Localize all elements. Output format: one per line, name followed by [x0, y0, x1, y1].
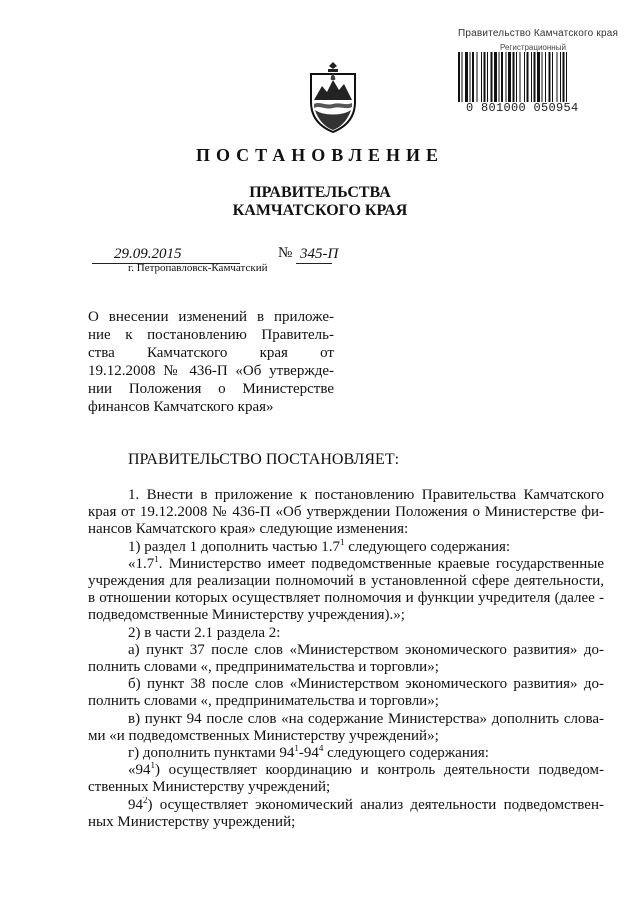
- body-line: в отношении которых осуществляет полномочия и функции учредителя (далее -: [88, 590, 604, 607]
- registry-stamp-dept: Регистрационный: [500, 43, 566, 52]
- barcode-bar: [501, 52, 503, 102]
- body-line: ственных Министерству учреждений;: [88, 779, 331, 796]
- barcode-bar: [531, 52, 532, 102]
- body-line: в) пункт 94 после слов «на содержание Министерства» дополнить слова-: [128, 710, 604, 727]
- body-line: $94^2$) осуществляет экономический анализ деятельности подведомствен-: [128, 796, 604, 813]
- body-line: подведомственные Министерству учреждения).»;: [88, 607, 405, 624]
- document-subject: [88, 308, 334, 416]
- subject-line: О внесении изменений в приложе-: [88, 309, 334, 325]
- barcode-bar: [458, 52, 460, 102]
- barcode: [456, 52, 608, 102]
- document-date: 29.09.2015: [114, 246, 182, 262]
- body-line: 2) в части 2.1 раздела 2:: [128, 624, 281, 641]
- barcode-bar: [494, 52, 497, 102]
- barcode-bar: [566, 52, 567, 102]
- barcode-bar: [542, 52, 543, 102]
- subject-line: ние к постановлению Правитель-: [88, 327, 334, 343]
- barcode-bar: [534, 52, 536, 102]
- barcode-bar: [537, 52, 540, 102]
- body-line: «$1.7^1$. Министерство имеет подведомственные краевые государственные: [128, 555, 604, 572]
- body-line: б) пункт 38 после слов «Министерством экономического развития» до-: [128, 676, 604, 693]
- registry-stamp-org: Правительство Камчатского края: [458, 28, 619, 39]
- barcode-bar: [487, 52, 488, 102]
- body-line: нансов Камчатского края» следующие изменения:: [88, 521, 409, 538]
- document-body: [88, 487, 604, 831]
- body-line: 1) раздел 1 дополнить частью $1.7^1$ следующего содержания:: [128, 538, 511, 555]
- barcode-bar: [513, 52, 515, 102]
- barcode-bar: [560, 52, 561, 102]
- barcode-bar: [470, 52, 471, 102]
- barcode-bar: [520, 52, 521, 102]
- barcode-bar: [527, 52, 529, 102]
- subject-line: нии Положения о Министерстве: [88, 381, 334, 397]
- barcode-bar: [524, 52, 525, 102]
- issuer-line-2: КАМЧАТСКОГО КРАЯ: [232, 202, 408, 219]
- barcode-bar: [499, 52, 500, 102]
- barcode-bar: [508, 52, 511, 102]
- barcode-bar: [552, 52, 553, 102]
- body-line: г) дополнить пунктами $94^1-94^4$ следующего содержания:: [128, 745, 489, 762]
- body-line: «$94^1$) осуществляет координацию и контроль деятельности подведом-: [128, 762, 604, 779]
- document-number: 345-П: [300, 246, 339, 262]
- subject-line: финансов Камчатского края»: [88, 399, 274, 415]
- body-line: а) пункт 37 после слов «Министерством экономического развития» до-: [128, 641, 604, 658]
- body-line: полнить словами «, предпринимательства и торговли»;: [88, 693, 439, 710]
- barcode-bar: [557, 52, 558, 102]
- resolution-heading: ПРАВИТЕЛЬСТВО ПОСТАНОВЛЯЕТ:: [128, 451, 400, 468]
- number-underline: [296, 263, 332, 264]
- coat-of-arms-emblem: [305, 60, 361, 134]
- subject-line: ства Камчатского края от: [88, 345, 334, 361]
- barcode-bar: [549, 52, 551, 102]
- number-sign: №: [278, 245, 293, 261]
- barcode-bar: [462, 52, 463, 102]
- barcode-bar: [472, 52, 474, 102]
- body-line: учреждения для реализации полномочий в установленной сфере деятельности,: [88, 573, 604, 590]
- barcode-bar: [545, 52, 546, 102]
- issuer-line-1: ПРАВИТЕЛЬСТВА: [249, 184, 391, 201]
- issue-city: г. Петропавловск-Камчатский: [128, 262, 268, 274]
- barcode-bar: [491, 52, 493, 102]
- barcode-bar: [563, 52, 565, 102]
- barcode-bar: [516, 52, 517, 102]
- barcode-bar: [477, 52, 478, 102]
- body-line: края от 19.12.2008 № 436-П «Об утверждении Положения о Министерстве фи-: [88, 504, 604, 521]
- barcode-bar: [484, 52, 486, 102]
- body-line: ных Министерству учреждений;: [88, 813, 296, 830]
- barcode-bar: [465, 52, 468, 102]
- subject-line: 19.12.2008 № 436-П «Об утвержде-: [88, 363, 334, 379]
- barcode-bar: [481, 52, 482, 102]
- document-title: ПОСТАНОВЛЕНИЕ: [195, 145, 445, 165]
- barcode-bar: [506, 52, 507, 102]
- barcode-number: 0 801000 050954: [466, 101, 579, 115]
- body-line: 1. Внести в приложение к постановлению Правительства Камчатского: [128, 487, 604, 503]
- body-line: ми «и подведомственных Министерству учреждений»;: [88, 727, 439, 744]
- body-line: полнить словами «, предпринимательства и торговли»;: [88, 659, 439, 676]
